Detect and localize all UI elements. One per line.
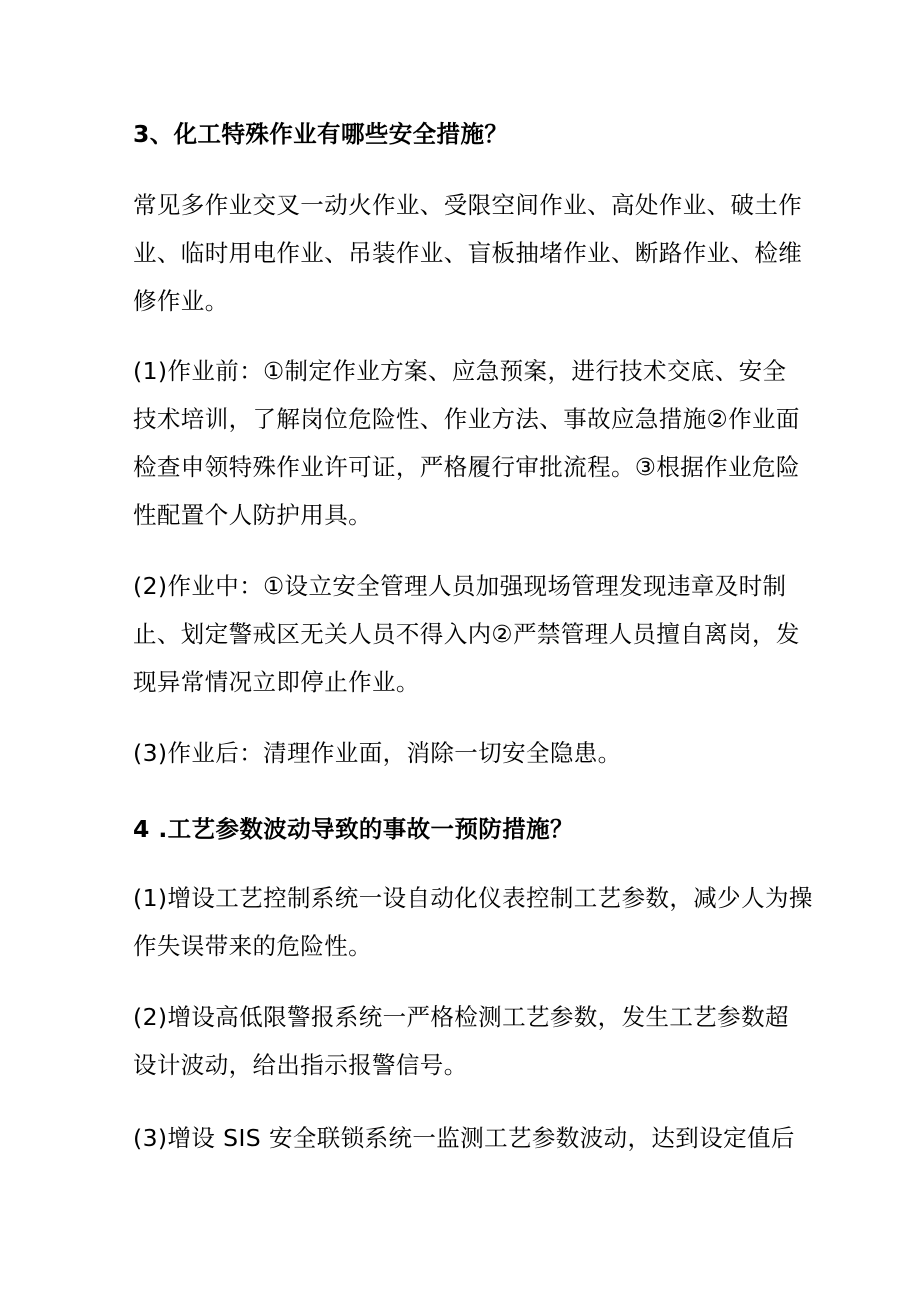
q3-during-line-3: 现异常情况立即停止作业。 [133, 668, 420, 696]
q3-during-line-1: (2)作业中：①设立安全管理人员加强现场管理发现违章及时制 [133, 572, 787, 600]
q4-item2-line-2: 设计波动，给出指示报警信号。 [133, 1051, 468, 1079]
q3-heading: 3、化工特殊作业有哪些安全措施？ [133, 120, 509, 148]
q4-item1-line-1: (1)增设工艺控制系统一设自动化仪表控制工艺参数，减少人为操 [133, 884, 813, 912]
q3-intro-line-3: 修作业。 [133, 287, 229, 315]
q3-before-line-1: (1)作业前：①制定作业方案、应急预案，进行技术交底、安全 [133, 357, 787, 385]
q3-during-line-2: 止、划定警戒区无关人员不得入内②严禁管理人员擅自离岗，发 [133, 620, 800, 648]
q3-intro-line-1: 常见多作业交叉一动火作业、受限空间作业、高处作业、破土作 [133, 191, 803, 219]
q4-heading: 4 .工艺参数波动导致的事故一预防措施？ [133, 815, 574, 843]
q3-after-line-1: (3)作业后：清理作业面，消除一切安全隐患。 [133, 739, 622, 767]
q3-before-line-3: 检查申领特殊作业许可证，严格履行审批流程。③根据作业危险 [133, 453, 800, 481]
q3-before-line-2: 技术培训，了解岗位危险性、作业方法、事故应急措施②作业面 [133, 405, 800, 433]
q3-intro-line-2: 业、临时用电作业、吊装作业、盲板抽堵作业、断路作业、检维 [133, 239, 803, 267]
q3-before-line-4: 性配置个人防护用具。 [133, 501, 372, 529]
q4-item1-line-2: 作失误带来的危险性。 [133, 932, 372, 960]
q4-item3-line-1: (3)增设 SIS 安全联锁系统一监测工艺参数波动，达到设定值后 [133, 1124, 795, 1152]
q4-item2-line-1: (2)增设高低限警报系统一严格检测工艺参数，发生工艺参数超 [133, 1003, 789, 1031]
